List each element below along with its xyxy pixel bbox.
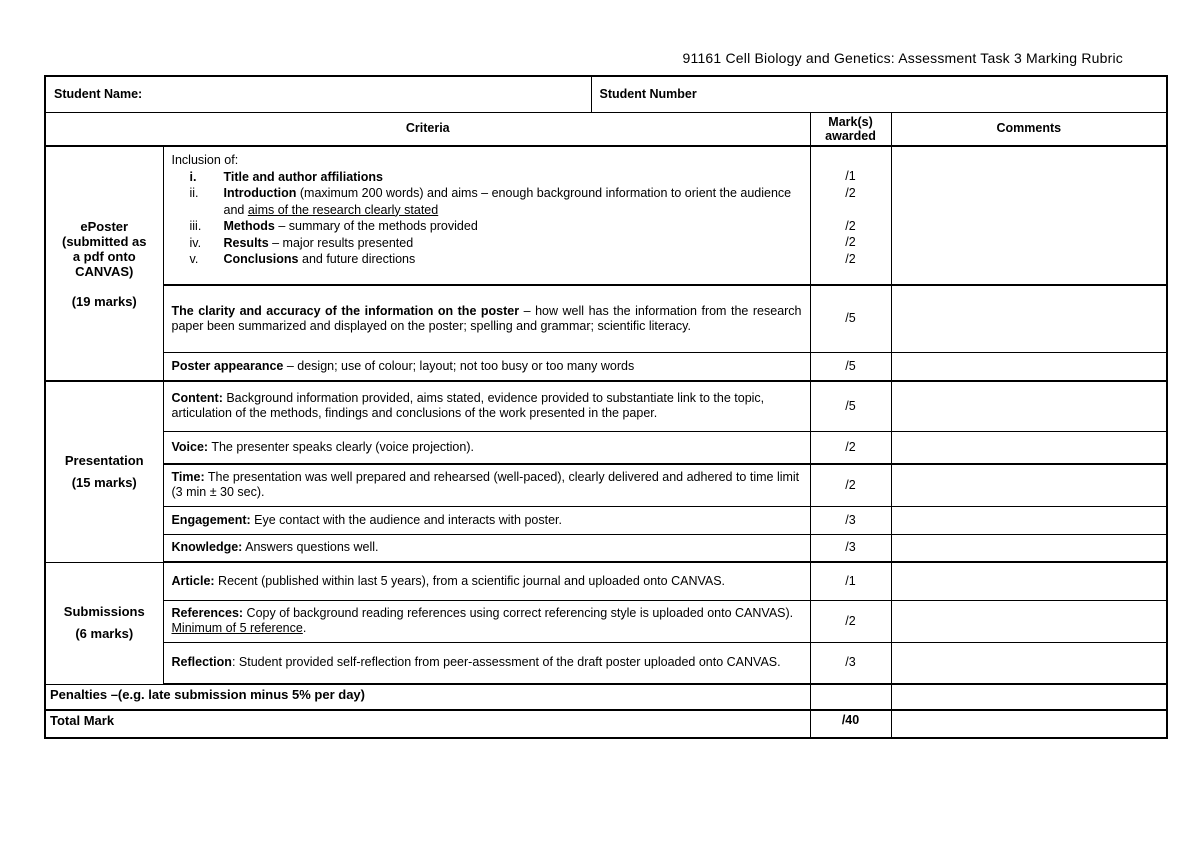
eposter-title: ePoster <box>80 218 129 234</box>
list-item <box>172 251 802 268</box>
penalties-mark[interactable] <box>810 684 891 710</box>
eposter-inclusion-row <box>45 146 1167 285</box>
presentation-section-label <box>45 381 163 562</box>
item-title: Title and author affiliations <box>223 169 384 184</box>
references-criteria <box>163 600 810 642</box>
item-text: and future directions <box>298 252 416 266</box>
total-label: Total Mark <box>45 710 810 738</box>
presentation-time-row <box>45 464 1167 506</box>
item-title: Introduction <box>223 186 297 200</box>
reflection-criteria <box>163 642 810 684</box>
criteria-text: The presenter speaks clearly (voice projection). <box>208 439 474 454</box>
column-header-row <box>45 112 1167 146</box>
submissions-article-row <box>45 562 1167 600</box>
penalties-row <box>45 684 1167 710</box>
criteria-title: Knowledge: <box>171 540 243 555</box>
submissions-reflection-row <box>45 642 1167 684</box>
criteria-text: Answers questions well. <box>242 540 379 555</box>
comments-cell[interactable] <box>891 464 1167 506</box>
total-row <box>45 710 1167 738</box>
submissions-references-row <box>45 600 1167 642</box>
presentation-content-row <box>45 381 1167 431</box>
student-info-row <box>45 76 1167 112</box>
voice-criteria <box>163 431 810 464</box>
comments-cell[interactable] <box>891 684 1167 710</box>
mark-value: /2 <box>845 218 856 233</box>
mark-value: /2 <box>845 185 856 200</box>
comments-cell[interactable] <box>891 710 1167 738</box>
student-number-label: Student Number <box>591 76 1167 112</box>
criteria-title: Content: <box>171 391 223 406</box>
item-title: Methods <box>223 219 275 233</box>
appearance-criteria <box>163 352 810 381</box>
criteria-text: Eye contact with the audience and interacts with poster. <box>250 512 562 527</box>
comments-cell[interactable] <box>891 534 1167 562</box>
criteria-title: Time: <box>171 470 205 485</box>
time-mark: /2 <box>810 464 891 506</box>
mark-value: /2 <box>845 235 856 249</box>
comments-cell[interactable] <box>891 352 1167 381</box>
item-number: iii. <box>189 219 202 233</box>
eposter-appearance-row <box>45 352 1167 381</box>
item-text: – major results presented <box>268 235 414 250</box>
presentation-title: Presentation <box>64 452 144 468</box>
knowledge-criteria <box>163 534 810 562</box>
total-mark: /40 <box>810 710 891 738</box>
references-end: . <box>302 621 307 635</box>
submissions-title: Submissions <box>63 604 145 619</box>
item-number: v. <box>189 252 199 266</box>
content-criteria <box>163 381 810 431</box>
comments-cell[interactable] <box>891 600 1167 642</box>
eposter-subtitle-2: a pdf onto <box>72 248 136 264</box>
criteria-header: Criteria <box>45 112 810 146</box>
item-title: Conclusions <box>223 252 299 266</box>
eposter-clarity-row <box>45 285 1167 352</box>
list-item <box>172 218 802 235</box>
eposter-section-label <box>45 146 163 381</box>
appearance-mark: /5 <box>810 352 891 381</box>
criteria-title: References: <box>171 606 244 620</box>
comments-cell[interactable] <box>891 562 1167 600</box>
content-mark: /5 <box>810 381 891 431</box>
clarity-criteria <box>163 285 810 352</box>
criteria-title: Reflection <box>171 655 232 670</box>
comments-cell[interactable] <box>891 285 1167 352</box>
item-number: ii. <box>189 186 199 200</box>
clarity-title: The clarity and accuracy of the information on the poster <box>171 303 520 318</box>
mark-value: /1 <box>845 169 856 183</box>
appearance-text: – design; use of colour; layout; not too busy or too many words <box>283 358 635 373</box>
reflection-mark: /3 <box>810 642 891 684</box>
comments-cell[interactable] <box>891 506 1167 534</box>
item-text: – summary of the methods provided <box>274 219 478 233</box>
eposter-subtitle-3: CANVAS) <box>75 263 134 279</box>
presentation-voice-row <box>45 431 1167 464</box>
time-criteria <box>163 464 810 506</box>
student-name-label: Student Name: <box>45 76 591 112</box>
eposter-marks: (19 marks) <box>71 293 137 309</box>
voice-mark: /2 <box>810 431 891 464</box>
inclusion-criteria <box>163 146 810 285</box>
item-number: i. <box>189 169 197 184</box>
inclusion-marks <box>810 146 891 285</box>
item-text: (maximum 200 words) and aims – enough background information to orient the audience and <box>223 186 792 217</box>
criteria-text: Copy of background reading references using correct referencing style is uploaded onto CANVAS). <box>243 606 794 620</box>
criteria-title: Engagement: <box>171 512 251 527</box>
presentation-engagement-row <box>45 506 1167 534</box>
engagement-mark: /3 <box>810 506 891 534</box>
list-item <box>172 169 802 186</box>
presentation-marks: (15 marks) <box>71 474 137 490</box>
criteria-text: Recent (published within last 5 years), from a scientific journal and uploaded onto CANVAS. <box>214 573 726 588</box>
list-item <box>172 235 802 252</box>
inclusion-list <box>172 169 802 268</box>
presentation-knowledge-row <box>45 534 1167 562</box>
comments-header: Comments <box>891 112 1167 146</box>
comments-cell[interactable] <box>891 381 1167 431</box>
article-mark: /1 <box>810 562 891 600</box>
criteria-text: Background information provided, aims stated, evidence provided to substantiate link to the topic, articulation of the methods, findings and conclusions of the work presented in the paper. <box>171 391 765 421</box>
eposter-subtitle-1: (submitted as <box>61 233 147 249</box>
knowledge-mark: /3 <box>810 534 891 562</box>
submissions-section-label <box>45 562 163 684</box>
comments-cell[interactable] <box>891 642 1167 684</box>
criteria-title: Article: <box>171 573 215 588</box>
marks-header-line1: Mark(s) <box>828 114 873 129</box>
document-title: 91161 Cell Biology and Genetics: Assessment Task 3 Marking Rubric <box>682 50 1123 66</box>
comments-cell[interactable] <box>891 146 1167 285</box>
penalties-label: Penalties –(e.g. late submission minus 5% per day) <box>45 684 810 710</box>
criteria-text: The presentation was well prepared and rehearsed (well-paced), clearly delivered and adhered to time limit (3 min ± 30 sec). <box>171 470 800 500</box>
submissions-marks: (6 marks) <box>75 626 134 641</box>
clarity-text: – how well has the information from the research paper been summarized and displayed on the poster; spelling and grammar; scientific literacy. <box>171 303 802 333</box>
list-item <box>172 185 802 218</box>
item-underline: aims of the research clearly stated <box>247 202 439 217</box>
criteria-text: : Student provided self-reflection from peer-assessment of the draft poster uploaded onto CANVAS. <box>231 655 781 670</box>
appearance-title: Poster appearance <box>171 358 284 373</box>
comments-cell[interactable] <box>891 431 1167 464</box>
item-title: Results <box>223 235 269 250</box>
clarity-mark: /5 <box>810 285 891 352</box>
references-underline: Minimum of 5 reference <box>171 621 303 635</box>
article-criteria <box>163 562 810 600</box>
marks-header-line2: awarded <box>825 128 876 143</box>
item-number: iv. <box>189 235 202 250</box>
engagement-criteria <box>163 506 810 534</box>
criteria-title: Voice: <box>171 439 209 454</box>
mark-value: /2 <box>845 251 856 266</box>
marks-header <box>810 112 891 146</box>
inclusion-intro: Inclusion of: <box>171 153 239 167</box>
marking-rubric-table <box>44 75 1168 739</box>
references-mark: /2 <box>810 600 891 642</box>
